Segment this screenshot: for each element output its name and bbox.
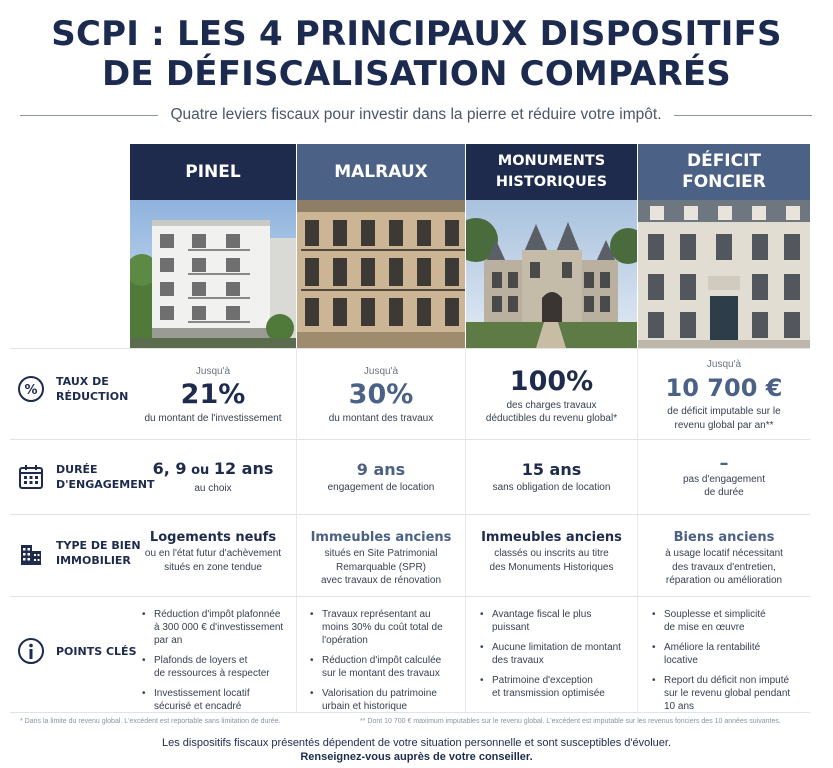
title-line-2: DE DÉFISCALISATION COMPARÉS — [102, 54, 731, 94]
list-item — [310, 654, 462, 680]
subtitle-rule-left — [20, 115, 158, 116]
cell-reduction-deficit — [638, 352, 810, 438]
list-item-line: puissant — [492, 622, 530, 633]
engagement-value-or: ou — [186, 463, 214, 479]
cell-engagement-malraux — [297, 442, 465, 512]
list-item-line: • Patrimoine d'exception — [492, 675, 593, 686]
keypoints-list-malraux — [310, 608, 462, 720]
reduction-value: 100% — [509, 365, 594, 397]
engagement-value: 15 ans — [521, 460, 582, 480]
row-divider — [10, 596, 810, 597]
list-item-line: • Souplesse et simplicité — [664, 609, 766, 620]
info-icon — [16, 636, 46, 666]
type-desc: classés ou inscrits au titre — [494, 548, 609, 559]
column-header-monuments-historiques — [466, 144, 637, 200]
list-item — [142, 687, 292, 713]
list-item-line: locative — [664, 655, 698, 666]
column-header-deficit-foncier — [638, 144, 810, 200]
footer-line-1: Les dispositifs fiscaux présentés dépendent de votre situation personnelle et sont susceptibles d'évoluer. — [161, 737, 672, 749]
value-prefix: Jusqu'à — [706, 359, 742, 370]
list-item-line: • Réduction d'impôt plafonnée — [154, 609, 281, 620]
list-item-line: • Valorisation du patrimoine — [322, 688, 437, 699]
page-title — [0, 14, 833, 94]
engagement-desc: pas d'engagement — [683, 473, 765, 485]
type-desc: avec travaux de rénovation — [320, 575, 442, 586]
list-item-line: de mise en œuvre — [664, 622, 745, 633]
column-header-pinel — [130, 144, 296, 200]
value-prefix: Jusqu'à — [195, 365, 231, 377]
type-desc: à usage locatif nécessitant — [665, 548, 783, 559]
reduction-desc: du montant des travaux — [328, 412, 434, 424]
list-item-line: • Réduction d'impôt calculée — [322, 655, 442, 666]
column-header-label: MONUMENTS — [497, 153, 606, 169]
cell-type-monuments — [466, 522, 637, 592]
row-label-line: RÉDUCTION — [56, 390, 129, 403]
list-item — [652, 608, 808, 634]
reduction-value: 21% — [180, 378, 246, 410]
reduction-desc: déductibles du revenu global* — [485, 413, 618, 424]
list-item-line: • Report du déficit non imputé — [664, 675, 790, 686]
type-desc: des travaux d'entretien, — [672, 561, 776, 573]
column-header-malraux — [297, 144, 465, 200]
footnote-left: * Dans la limite du revenu global. L'excédent est reportable sans limitation de durée. — [20, 718, 281, 725]
engagement-desc: engagement de location — [327, 482, 435, 494]
type-desc: ou en l'état futur d'achèvement — [144, 548, 282, 559]
svg-text:%: % — [24, 383, 38, 398]
list-item-line: à 300 000 € d'investissement — [154, 622, 284, 633]
row-label-reduction — [16, 374, 128, 404]
list-item-line: sur le revenu global pendant — [664, 688, 791, 699]
row-label-line: TYPE DE BIEN — [56, 539, 141, 552]
list-item — [652, 674, 808, 713]
type-desc: réparation ou amélioration — [665, 575, 783, 586]
column-header-label: MALRAUX — [334, 161, 428, 182]
cell-engagement-deficit — [638, 442, 810, 512]
list-item-line: • Avantage fiscal le plus — [492, 609, 592, 620]
engagement-value — [153, 458, 274, 482]
engagement-value: – — [719, 452, 729, 474]
percent-icon — [16, 374, 46, 404]
list-item-line: sécurisé et encadré — [154, 701, 242, 712]
list-item-line: moins 30% du coût total de — [322, 622, 443, 633]
engagement-value: 9 ans — [356, 460, 406, 480]
row-label-text — [56, 538, 141, 568]
list-item — [142, 654, 292, 680]
list-item-line: 10 ans — [664, 701, 695, 712]
photo-old-townhouse — [638, 200, 810, 348]
list-item-line: et transmission optimisée — [492, 688, 605, 699]
cell-type-malraux — [297, 522, 465, 592]
cell-type-pinel — [130, 522, 296, 592]
footer-line-2: Renseignez-vous auprès de votre conseiller. — [300, 751, 533, 763]
row-divider — [10, 348, 810, 349]
list-item — [310, 608, 462, 647]
cell-reduction-monuments — [466, 352, 637, 438]
list-item — [480, 608, 634, 634]
column-header-label: PINEL — [185, 161, 241, 182]
keypoints-list-deficit — [652, 608, 808, 720]
reduction-value: 30% — [348, 378, 414, 410]
cell-type-deficit — [638, 522, 810, 592]
row-divider — [10, 439, 810, 440]
subtitle-row — [20, 104, 812, 126]
cell-engagement-monuments — [466, 442, 637, 512]
list-item-line: l'opération — [322, 635, 368, 646]
list-item — [480, 674, 634, 700]
type-title: Immeubles anciens — [481, 530, 622, 545]
engagement-desc: de durée — [704, 487, 744, 498]
list-item-line: des travaux — [492, 655, 544, 666]
row-label-text — [56, 374, 128, 404]
calendar-icon — [16, 462, 46, 492]
row-label-line: IMMOBILIER — [56, 554, 131, 567]
type-desc: situés en Site Patrimonial — [324, 548, 438, 559]
row-label-keypoints — [16, 636, 137, 666]
keypoints-list-monuments — [480, 608, 634, 707]
list-item-line: • Améliore la rentabilité — [664, 642, 761, 653]
comparison-table — [0, 144, 833, 714]
reduction-desc: des charges travaux — [506, 399, 597, 411]
type-desc: Remarquable (SPR) — [335, 561, 427, 573]
type-title: Logements neufs — [149, 530, 277, 545]
reduction-value: 10 700 € — [665, 374, 783, 402]
engagement-desc: au choix — [194, 483, 232, 495]
list-item-line: • Travaux représentant au — [322, 609, 431, 620]
footer-disclaimer — [0, 736, 833, 764]
photo-haussmann-facade — [297, 200, 465, 348]
type-desc: situés en zone tendue — [164, 561, 262, 573]
type-title: Biens anciens — [673, 530, 775, 545]
list-item-line: urbain et historique — [322, 701, 408, 712]
engagement-desc: sans obligation de location — [492, 482, 611, 494]
reduction-desc: revenu global par an** — [674, 419, 774, 431]
list-item — [310, 687, 462, 713]
title-line-1: SCPI : LES 4 PRINCIPAUX DISPOSITIFS — [51, 14, 782, 54]
row-label-text — [56, 644, 137, 659]
reduction-desc: du montant de l'investissement — [144, 412, 282, 424]
photo-modern-apartment-building — [130, 200, 296, 348]
keypoints-list-pinel — [142, 608, 292, 720]
row-label-line: POINTS CLÉS — [56, 644, 137, 658]
list-item — [480, 641, 634, 667]
list-item-line: • Plafonds de loyers et — [154, 655, 248, 666]
row-divider — [10, 514, 810, 515]
list-item-line: • Aucune limitation de montant — [492, 642, 621, 653]
list-item — [142, 608, 292, 647]
column-header-label: HISTORIQUES — [495, 174, 608, 190]
reduction-desc: de déficit imputable sur le — [667, 406, 781, 417]
subtitle: Quatre leviers fiscaux pour investir dans la pierre et réduire votre impôt. — [170, 106, 662, 123]
column-header-label: DÉFICIT — [686, 151, 762, 171]
photo-chateau — [466, 200, 637, 348]
cell-reduction-malraux — [297, 352, 465, 438]
engagement-value-part: 12 ans — [213, 459, 274, 479]
list-item-line: de ressources à respecter — [154, 668, 270, 679]
row-label-type — [16, 538, 141, 568]
type-title: Immeubles anciens — [310, 530, 452, 545]
list-item-line: sur le montant des travaux — [322, 668, 440, 679]
footnote-right: ** Dont 10 700 € maximum imputables sur le revenu global. L'excédent est imputable sur les revenus fonciers des 10 années suivantes. — [360, 718, 781, 725]
row-label-line: DURÉE — [56, 463, 98, 476]
row-label-line: D'ENGAGEMENT — [56, 478, 155, 491]
subtitle-rule-right — [674, 115, 812, 116]
list-item-line: • Investissement locatif — [154, 688, 250, 699]
value-prefix: Jusqu'à — [363, 365, 399, 377]
list-item — [652, 641, 808, 667]
row-label-line: TAUX DE — [56, 375, 109, 388]
cell-reduction-pinel — [130, 352, 296, 438]
column-header-label: FONCIER — [682, 172, 766, 192]
type-desc: des Monuments Historiques — [489, 561, 614, 573]
building-icon — [16, 538, 46, 568]
list-item-line: par an — [154, 635, 183, 646]
cell-engagement-pinel — [130, 442, 296, 512]
engagement-value-part: 6, 9 — [152, 459, 187, 479]
